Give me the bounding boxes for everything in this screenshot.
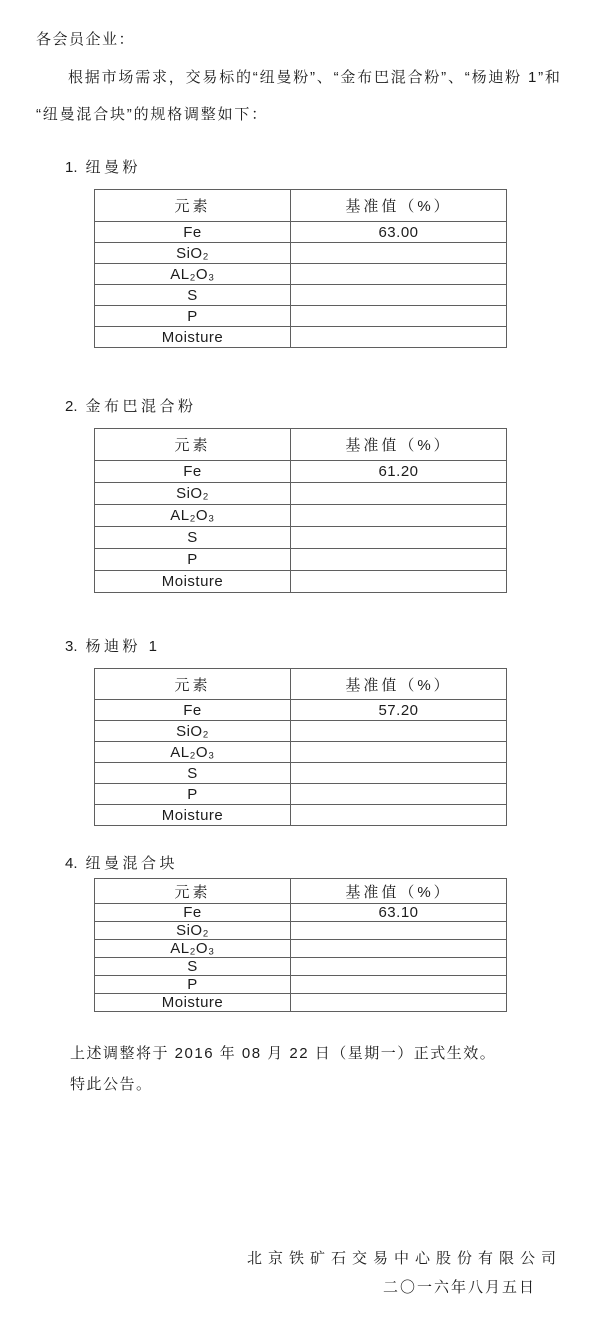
value-cell xyxy=(291,721,507,742)
element-cell: Fe xyxy=(95,904,291,922)
table-row xyxy=(95,571,507,593)
value-cell xyxy=(291,742,507,763)
intro-paragraph-line-1: 根据市场需求，交易标的“纽曼粉”、“金布巴混合粉”、“杨迪粉 1”和 xyxy=(68,69,562,86)
value-cell xyxy=(291,285,507,306)
table-row xyxy=(95,922,507,940)
value-cell: 57.20 xyxy=(291,700,507,721)
value-cell xyxy=(291,549,507,571)
element-cell: Moisture xyxy=(95,805,291,826)
table-row xyxy=(95,264,507,285)
element-cell: S xyxy=(95,285,291,306)
element-cell: Fe xyxy=(95,700,291,721)
table-header-row xyxy=(95,429,507,461)
element-cell: Moisture xyxy=(95,994,291,1012)
value-cell xyxy=(291,940,507,958)
element-column-header: 元素 xyxy=(95,879,291,904)
signature-date: 二〇一六年八月五日 xyxy=(382,1279,536,1296)
element-cell: Fe xyxy=(95,222,291,243)
element-cell: AL₂O₃ xyxy=(95,742,291,763)
table-row xyxy=(95,243,507,264)
value-cell: 61.20 xyxy=(291,461,507,483)
benchmark-column-header: 基准值（%） xyxy=(291,879,507,904)
value-cell xyxy=(291,571,507,593)
element-cell: Moisture xyxy=(95,571,291,593)
section-number: 4. xyxy=(65,855,78,872)
table-row xyxy=(95,461,507,483)
element-cell: S xyxy=(95,527,291,549)
spec-table-4 xyxy=(94,878,507,1012)
table-row xyxy=(95,222,507,243)
element-cell: AL₂O₃ xyxy=(95,264,291,285)
table-row xyxy=(95,805,507,826)
value-cell xyxy=(291,243,507,264)
table-row xyxy=(95,700,507,721)
value-cell xyxy=(291,805,507,826)
notice-line: 特此公告。 xyxy=(70,1076,153,1093)
table-row xyxy=(95,285,507,306)
effective-date-line: 上述调整将于 2016 年 08 月 22 日（星期一）正式生效。 xyxy=(70,1045,497,1062)
element-cell: S xyxy=(95,763,291,784)
section-number: 2. xyxy=(65,398,78,415)
table-row xyxy=(95,763,507,784)
value-cell xyxy=(291,784,507,805)
table-row xyxy=(95,549,507,571)
salutation: 各会员企业： xyxy=(36,31,136,48)
value-cell: 63.10 xyxy=(291,904,507,922)
value-cell xyxy=(291,483,507,505)
element-cell: P xyxy=(95,549,291,571)
table-row xyxy=(95,505,507,527)
section-heading-3 xyxy=(65,635,161,656)
table-row xyxy=(95,904,507,922)
table-row xyxy=(95,994,507,1012)
value-cell xyxy=(291,922,507,940)
table-header-row xyxy=(95,669,507,700)
section-heading-2 xyxy=(65,395,197,416)
element-cell: AL₂O₃ xyxy=(95,505,291,527)
value-cell xyxy=(291,994,507,1012)
benchmark-column-header: 基准值（%） xyxy=(291,669,507,700)
element-cell: S xyxy=(95,958,291,976)
element-cell: SiO₂ xyxy=(95,483,291,505)
element-cell: P xyxy=(95,306,291,327)
section-title: 金布巴混合粉 xyxy=(85,398,197,415)
section-title: 纽曼混合块 xyxy=(85,855,179,872)
table-header-row xyxy=(95,879,507,904)
element-cell: Moisture xyxy=(95,327,291,348)
benchmark-column-header: 基准值（%） xyxy=(291,429,507,461)
table-row xyxy=(95,742,507,763)
value-cell: 63.00 xyxy=(291,222,507,243)
section-number: 3. xyxy=(65,638,78,655)
value-cell xyxy=(291,763,507,784)
value-cell xyxy=(291,306,507,327)
table-row xyxy=(95,306,507,327)
element-cell: SiO₂ xyxy=(95,922,291,940)
section-heading-4 xyxy=(65,852,178,873)
value-cell xyxy=(291,264,507,285)
section-title: 纽曼粉 xyxy=(85,159,142,176)
table-row xyxy=(95,527,507,549)
element-cell: AL₂O₃ xyxy=(95,940,291,958)
section-heading-1 xyxy=(65,156,141,177)
table-row xyxy=(95,940,507,958)
element-cell: Fe xyxy=(95,461,291,483)
value-cell xyxy=(291,327,507,348)
element-cell: SiO₂ xyxy=(95,243,291,264)
value-cell xyxy=(291,527,507,549)
element-cell: SiO₂ xyxy=(95,721,291,742)
table-header-row xyxy=(95,190,507,222)
value-cell xyxy=(291,958,507,976)
table-row xyxy=(95,483,507,505)
table-row xyxy=(95,958,507,976)
benchmark-column-header: 基准值（%） xyxy=(291,190,507,222)
table-row xyxy=(95,327,507,348)
table-row xyxy=(95,976,507,994)
element-cell: P xyxy=(95,784,291,805)
spec-table-3 xyxy=(94,668,507,826)
value-cell xyxy=(291,976,507,994)
section-title: 杨迪粉 1 xyxy=(85,638,161,655)
signature-company: 北京铁矿石交易中心股份有限公司 xyxy=(246,1250,562,1267)
intro-paragraph-line-2: “纽曼混合块”的规格调整如下： xyxy=(36,106,268,123)
element-column-header: 元素 xyxy=(95,190,291,222)
section-number: 1. xyxy=(65,159,78,176)
element-column-header: 元素 xyxy=(95,669,291,700)
element-column-header: 元素 xyxy=(95,429,291,461)
value-cell xyxy=(291,505,507,527)
element-cell: P xyxy=(95,976,291,994)
table-row xyxy=(95,784,507,805)
table-row xyxy=(95,721,507,742)
spec-table-1 xyxy=(94,189,507,348)
spec-table-2 xyxy=(94,428,507,593)
